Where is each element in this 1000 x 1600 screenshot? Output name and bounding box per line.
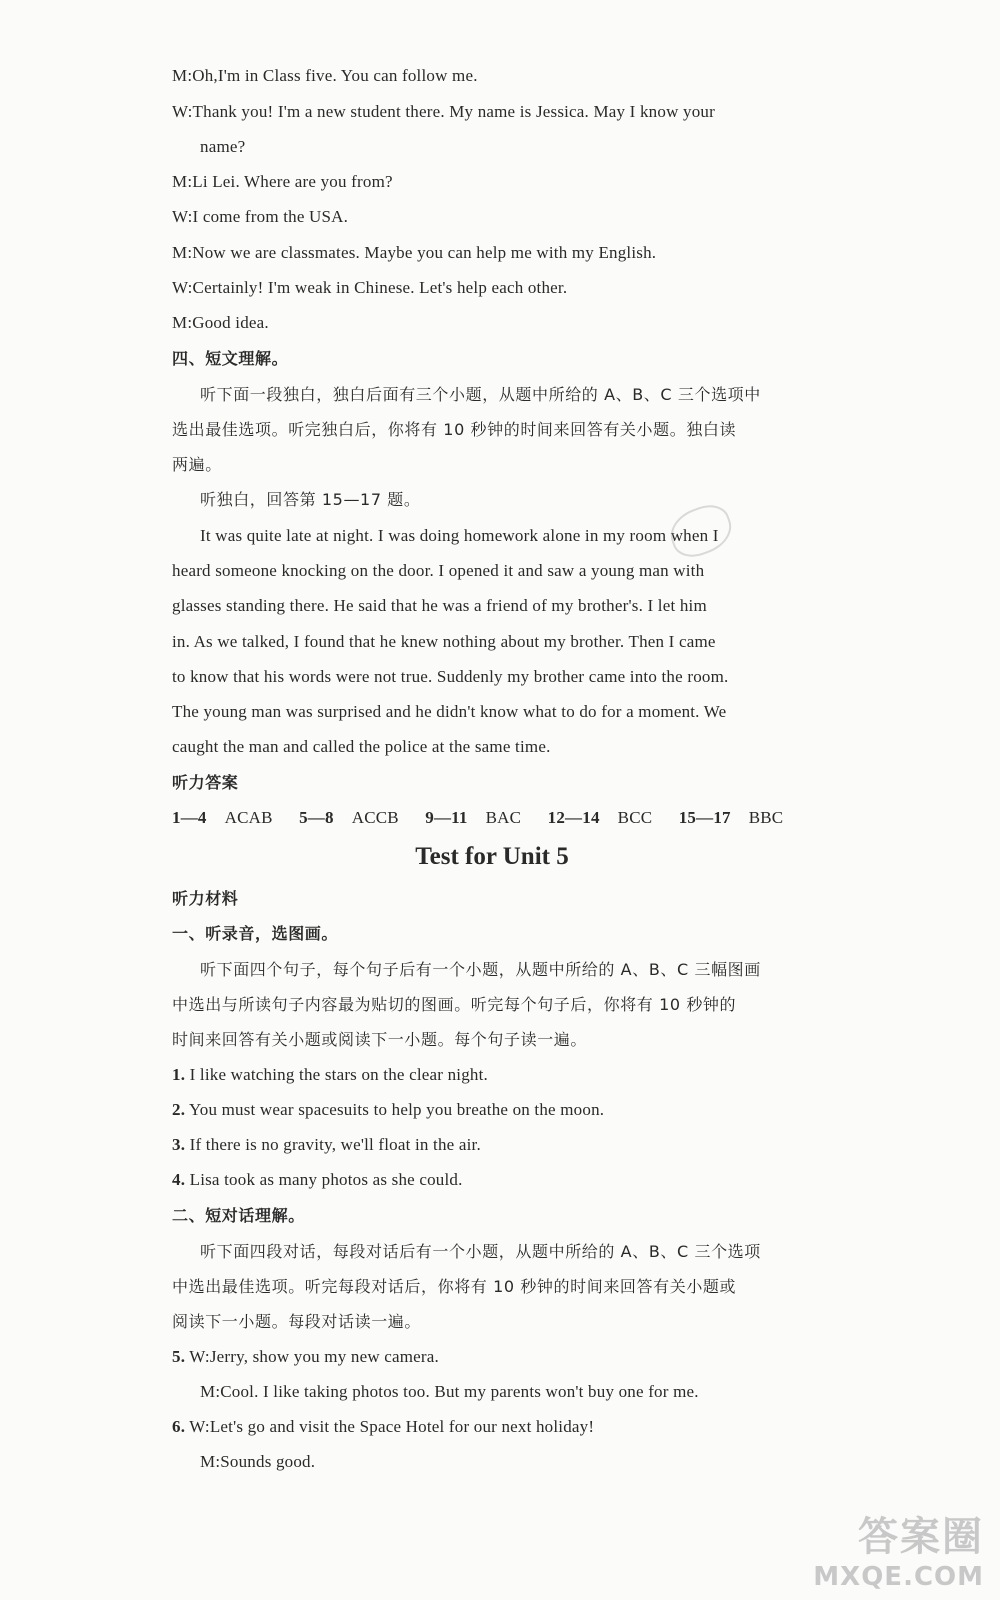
section-heading: 一、听录音，选图画。 <box>172 924 339 943</box>
answer-range: 1—4 <box>172 808 207 827</box>
question-item <box>172 1098 604 1122</box>
question-number: 5. <box>172 1347 186 1366</box>
answer-value: ACCB <box>351 808 399 827</box>
question-number: 1. <box>172 1065 186 1084</box>
section-heading: 四、短文理解。 <box>172 349 289 368</box>
watermark-logo <box>813 1505 984 1592</box>
dialogue-line: W:I come from the USA. <box>172 207 349 226</box>
answer-value: ACAB <box>224 808 273 827</box>
question-item <box>172 1415 594 1439</box>
question-item <box>172 1345 439 1369</box>
question-number: 2. <box>172 1100 186 1119</box>
answer-range: 15—17 <box>678 808 731 827</box>
answer-value: BCC <box>617 808 653 827</box>
dialogue-line: name? <box>200 137 246 156</box>
instruction-line: 两遍。 <box>172 455 222 474</box>
faint-stamp-mark <box>664 499 738 563</box>
dialogue-line: M:Oh,I'm in Class five. You can follow me. <box>172 66 478 85</box>
instruction-line: 中选出与所读句子内容最为贴切的图画。听完每个句子后，你将有 10 秒钟的 <box>172 995 737 1014</box>
materials-heading: 听力材料 <box>172 889 239 908</box>
passage-line: to know that his words were not true. Suddenly my brother came into the room. <box>172 667 729 686</box>
passage-line: caught the man and called the police at the same time. <box>172 737 551 756</box>
passage-line: It was quite late at night. I was doing homework alone in my room when I <box>200 526 719 545</box>
dialogue-w: W:Jerry, show you my new camera. <box>185 1347 439 1366</box>
question-number: 4. <box>172 1170 186 1189</box>
passage-line: The young man was surprised and he didn't know what to do for a moment. We <box>172 702 727 721</box>
answers-heading: 听力答案 <box>172 773 239 792</box>
dialogue-line: M:Li Lei. Where are you from? <box>172 172 393 191</box>
question-text: If there is no gravity, we'll float in the air. <box>185 1135 481 1154</box>
instruction-line: 中选出最佳选项。听完每段对话后，你将有 10 秒钟的时间来回答有关小题或 <box>172 1277 737 1296</box>
page-title: Test for Unit 5 <box>415 843 569 870</box>
instruction-line: 阅读下一小题。每段对话读一遍。 <box>172 1312 422 1331</box>
instruction-sub: 听独白，回答第 15—17 题。 <box>200 490 421 509</box>
passage-line: glasses standing there. He said that he was a friend of my brother's. I let him <box>172 596 707 615</box>
answer-range: 12—14 <box>547 808 600 827</box>
instruction-line: 听下面一段独白，独白后面有三个小题，从题中所给的 A、B、C 三个选项中 <box>200 385 761 404</box>
dialogue-line: M:Good idea. <box>172 313 269 332</box>
answers-row <box>172 806 805 830</box>
watermark-bottom: MXQE.COM <box>813 1562 984 1592</box>
instruction-line: 时间来回答有关小题或阅读下一小题。每个句子读一遍。 <box>172 1030 588 1049</box>
dialogue-line: W:Thank you! I'm a new student there. My name is Jessica. May I know your <box>172 102 715 121</box>
dialogue-w: W:Let's go and visit the Space Hotel for our next holiday! <box>185 1417 595 1436</box>
dialogue-line: W:Certainly! I'm weak in Chinese. Let's help each other. <box>172 278 568 297</box>
question-text: You must wear spacesuits to help you breathe on the moon. <box>185 1100 605 1119</box>
answer-range: 9—11 <box>425 808 468 827</box>
question-item <box>172 1133 481 1157</box>
passage-line: in. As we talked, I found that he knew nothing about my brother. Then I came <box>172 632 716 651</box>
question-item <box>172 1168 463 1192</box>
answer-range: 5—8 <box>299 808 334 827</box>
instruction-line: 选出最佳选项。听完独白后，你将有 10 秒钟的时间来回答有关小题。独白读 <box>172 420 737 439</box>
question-item <box>172 1063 488 1087</box>
dialogue-m: M:Sounds good. <box>200 1452 316 1471</box>
question-text: I like watching the stars on the clear night. <box>185 1065 488 1084</box>
instruction-line: 听下面四段对话，每段对话后有一个小题，从题中所给的 A、B、C 三个选项 <box>200 1242 761 1261</box>
answer-value: BBC <box>748 808 784 827</box>
section-heading: 二、短对话理解。 <box>172 1206 305 1225</box>
instruction-line: 听下面四个句子，每个句子后有一个小题，从题中所给的 A、B、C 三幅图画 <box>200 960 761 979</box>
watermark-top: 答案圈 <box>858 1514 984 1560</box>
answer-value: BAC <box>485 808 522 827</box>
question-text: Lisa took as many photos as she could. <box>185 1170 463 1189</box>
question-number: 6. <box>172 1417 186 1436</box>
dialogue-line: M:Now we are classmates. Maybe you can help me with my English. <box>172 243 657 262</box>
dialogue-m: M:Cool. I like taking photos too. But my parents won't buy one for me. <box>200 1382 699 1401</box>
question-number: 3. <box>172 1135 186 1154</box>
passage-line: heard someone knocking on the door. I opened it and saw a young man with <box>172 561 705 580</box>
